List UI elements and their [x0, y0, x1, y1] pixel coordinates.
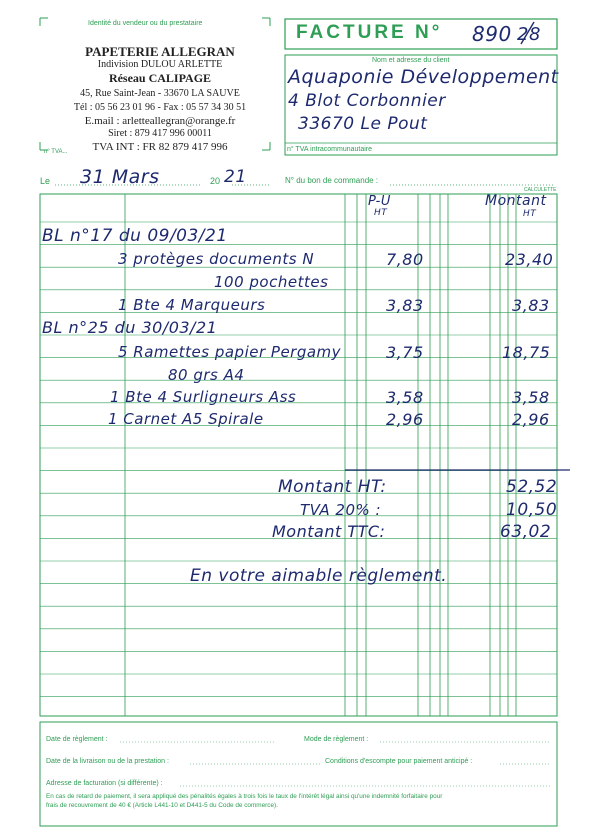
total-tva-label: TVA 20% : [300, 501, 382, 519]
line-item-amount: 18,75 [502, 343, 551, 362]
vendor-address: 45, Rue Saint-Jean - 33670 LA SAUVE [80, 88, 240, 99]
line-item-text: BL n°17 du 09/03/21 [42, 226, 228, 246]
column-pu-sub: HT [374, 208, 388, 218]
vendor-network: Réseau CALIPAGE [108, 71, 212, 85]
line-item-pu: 3,58 [386, 388, 424, 407]
line-item-pu: 2,96 [386, 410, 424, 429]
line-item-text: 80 grs A4 [168, 366, 245, 384]
invoice-crossed-number: 28 [517, 24, 541, 45]
penalty-notice-line2: frais de recouvrement de 40 € (Article L441-10 et D441-5 du Code de commerce). [46, 802, 278, 809]
line-item-text: 3 protèges documents N [118, 250, 315, 268]
line-item-text: 5 Ramettes papier Pergamy [118, 343, 342, 361]
column-tiny-label: CALCULETTE [524, 187, 557, 193]
line-item-text: 1 Bte 4 Marqueurs [118, 296, 266, 314]
vendor-phone: Tél : 05 56 23 01 96 - Fax : 05 57 34 30 51 [73, 102, 247, 113]
line-item-text: 1 Carnet A5 Spirale [108, 410, 264, 428]
date-year-suffix: 21 [224, 167, 247, 187]
vendor-siret: Siret : 879 417 996 00011 [108, 128, 212, 139]
total-ht-value: 52,52 [506, 477, 558, 497]
column-montant: Montant [485, 193, 547, 209]
closing-note: En votre aimable règlement. [190, 566, 448, 586]
client-name: Aquaponie Développement [288, 66, 559, 88]
total-tva-value: 10,50 [506, 500, 558, 520]
line-item-amount: 2,96 [512, 410, 550, 429]
line-item-amount: 3,58 [512, 388, 550, 407]
client-label: Nom et adresse du client [372, 57, 450, 64]
line-item-text: BL n°25 du 30/03/21 [42, 318, 218, 337]
line-item-amount: 23,40 [505, 250, 554, 269]
billing-address-label: Adresse de facturation (si différente) : [46, 780, 163, 787]
line-item-text: 1 Bte 4 Surligneurs Ass [110, 388, 297, 406]
discount-label: Conditions d'escompte pour paiement anticipé : [325, 758, 473, 765]
column-montant-sub: HT [523, 209, 537, 219]
line-item-text: 100 pochettes [214, 273, 329, 291]
vendor-tva: TVA INT : FR 82 879 417 996 [92, 141, 228, 153]
penalty-notice-line1: En cas de retard de paiement, il sera appliqué des pénalités égales à trois fois le taux de l'intérêt légal ainsi qu'une indemnité forfaitaire pour [46, 793, 443, 800]
line-item-pu: 7,80 [386, 250, 424, 269]
vendor-email: E.mail : arletteallegran@orange.fr [84, 115, 236, 127]
vendor-tva-small-label: n° TVA... [44, 149, 68, 155]
date-day-month: 31 Mars [80, 166, 160, 188]
line-item-pu: 3,83 [386, 296, 424, 315]
line-item-amount: 3,83 [512, 296, 550, 315]
column-pu: P-U [368, 194, 391, 209]
vendor-header-label: Identité du vendeur ou du prestataire [88, 20, 203, 27]
client-street: 4 Blot Corbonnier [288, 91, 446, 111]
date-year-prefix: 20 [210, 176, 221, 186]
vendor-company: PAPETERIE ALLEGRAN [85, 44, 235, 59]
date-prefix: Le [40, 176, 51, 186]
client-city: 33670 Le Pout [298, 114, 428, 134]
invoice-number: 890 [472, 22, 512, 46]
total-ttc-value: 63,02 [500, 522, 552, 542]
line-item-pu: 3,75 [386, 343, 424, 362]
delivery-date-label: Date de la livraison ou de la prestation : [46, 758, 169, 765]
vendor-indivision: Indivision DULOU ARLETTE [97, 59, 223, 70]
payment-mode-label: Mode de règlement : [304, 736, 369, 743]
payment-date-label: Date de règlement : [46, 736, 108, 743]
invoice-title: FACTURE N° [296, 22, 443, 43]
client-tva-label: n° TVA intracommunautaire [287, 146, 373, 153]
total-ht-label: Montant HT: [278, 477, 387, 497]
total-ttc-label: Montant TTC: [272, 522, 386, 541]
order-number-label: N° du bon de commande : [285, 176, 379, 185]
